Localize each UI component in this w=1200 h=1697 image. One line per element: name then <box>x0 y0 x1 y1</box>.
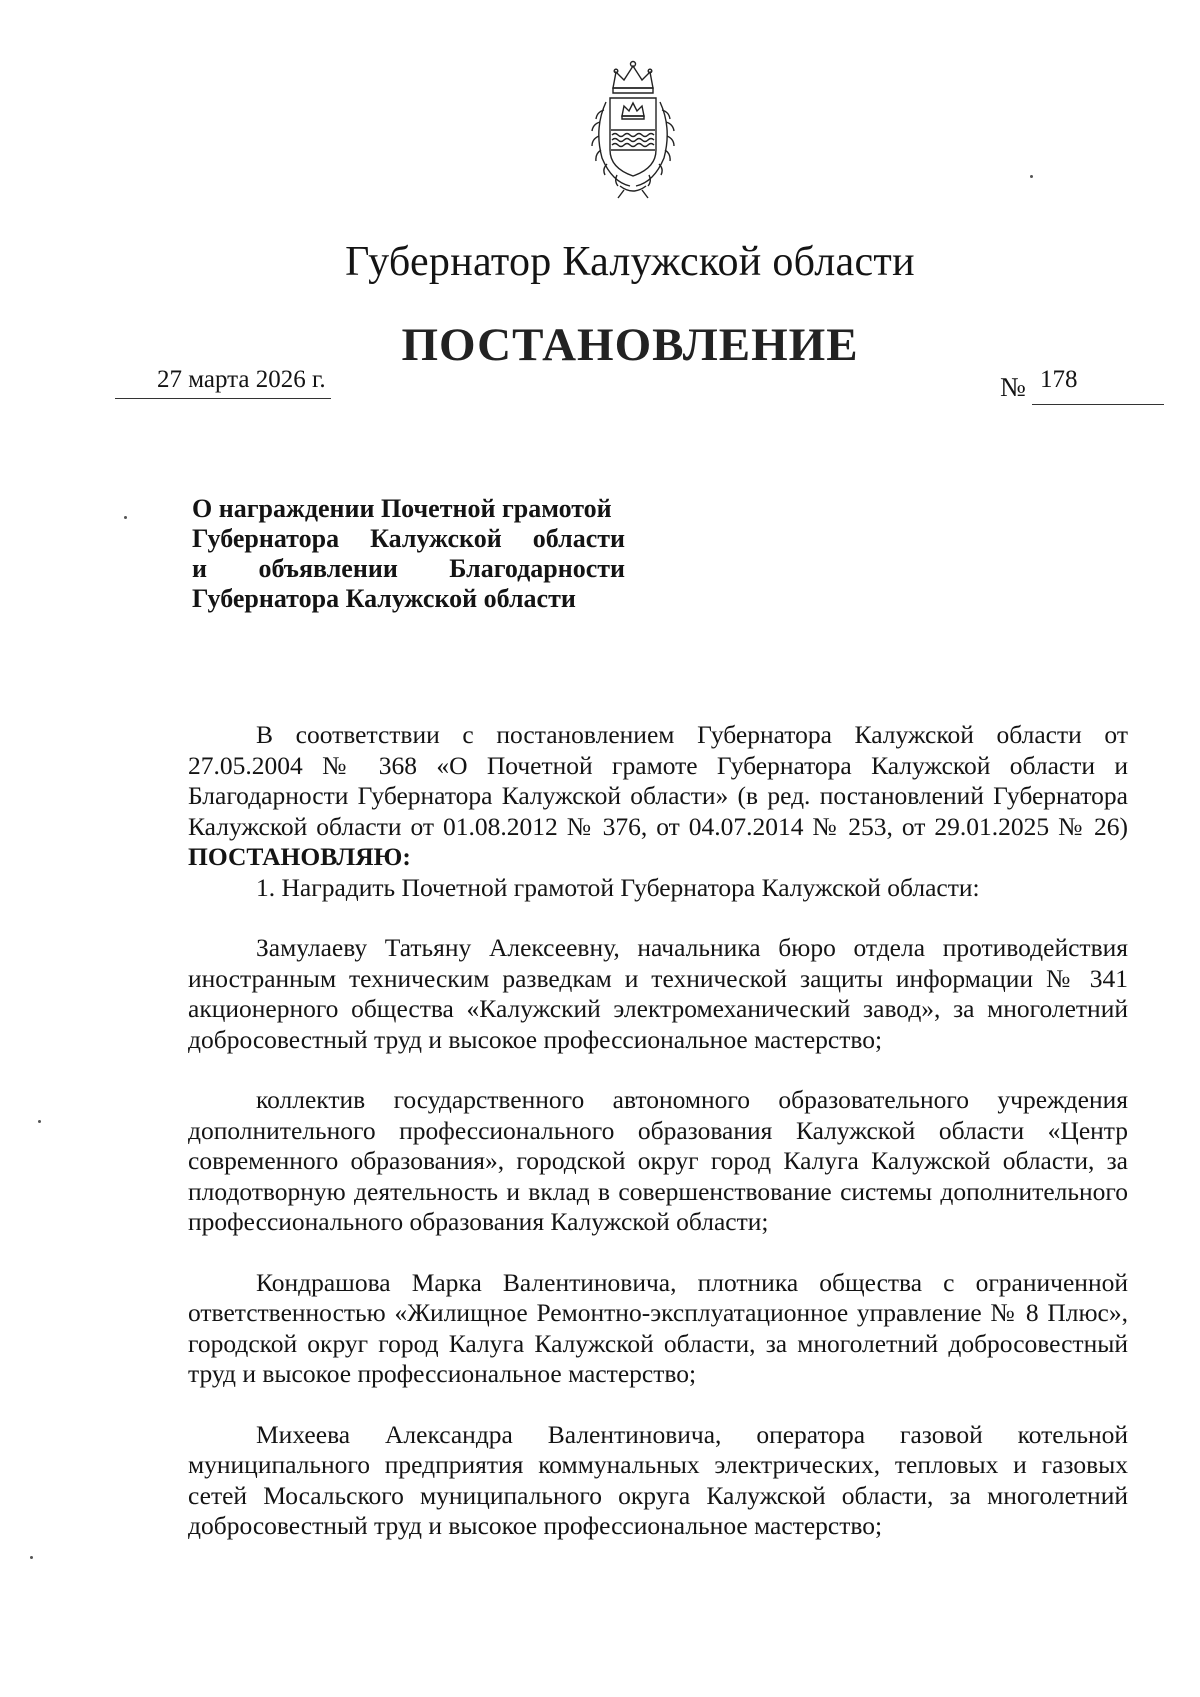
issuing-authority: Губернатор Калужской области <box>345 239 915 285</box>
preamble-paragraph <box>188 720 1128 873</box>
awardee-paragraph: Кондрашова Марка Валентиновича, плотника общества с ограниченной ответственностью «Жилищное Ремонтно-эксплуатационное управление № 8 Плюс», городской округ город Калуга Калужской области, за многолетний добросовестный труд и высокое профессиональное мастерство; <box>188 1267 1128 1388</box>
scan-speck <box>1030 175 1033 178</box>
item-1-heading: 1. Наградить Почетной грамотой Губернатора Калужской области: <box>256 872 980 902</box>
document-type-title: ПОСТАНОВЛЕНИЕ <box>401 319 859 371</box>
awardee-paragraph: коллектив государственного автономного образовательного учреждения дополнительного профессионального образования Калужской области «Центр современного образования», городской округ город Калуга Калужской области, за плодотворную деятельность и вклад в совершенствование системы дополнительного профессионального образования Калужской области; <box>188 1085 1128 1236</box>
scan-speck <box>30 1556 33 1559</box>
document-date: 27 марта 2026 г. <box>157 366 326 393</box>
coat-of-arms-emblem <box>580 58 686 200</box>
scan-speck <box>38 1120 41 1123</box>
date-underline <box>115 398 331 399</box>
number-underline <box>1032 404 1164 405</box>
scan-speck <box>124 516 127 519</box>
subject-line: Губернатора Калужской области <box>192 584 576 613</box>
preamble-text: В соответствии с постановлением Губернатора Калужской области от 27.05.2004 № 368 «О Почетной грамоте Губернатора Калужской области и Благодарности Губернатора Калужской области» (в ред. постановлений Губернатора Калужской области от 01.08.2012 № 376, от 04.07.2014 № 253, от 29.01.2025 № 26) <box>188 720 1128 841</box>
document-body <box>188 720 1128 1542</box>
subject-line: Губернатора Калужской области <box>192 524 625 553</box>
number-sign: № <box>1000 372 1026 402</box>
awardee-paragraph: Замулаеву Татьяну Алексеевну, начальника бюро отдела противодействия иностранным техническим разведкам и технической защиты информации № 341 акционерного общества «Калужский электромеханический завод», за многолетний добросовестный труд и высокое профессиональное мастерство; <box>188 933 1128 1054</box>
decree-word: ПОСТАНОВЛЯЮ: <box>188 842 411 871</box>
document-subject <box>192 494 625 614</box>
subject-line: О награждении Почетной грамотой <box>192 494 612 523</box>
subject-line: и объявлении Благодарности <box>192 554 625 583</box>
document-number: 178 <box>1040 366 1078 393</box>
awardee-paragraph: Михеева Александра Валентиновича, оператора газовой котельной муниципального предприятия коммунальных электрических, тепловых и газовых сетей Мосальского муниципального округа Калужской области, за многолетний добросовестный труд и высокое профессиональное мастерство; <box>188 1419 1128 1540</box>
